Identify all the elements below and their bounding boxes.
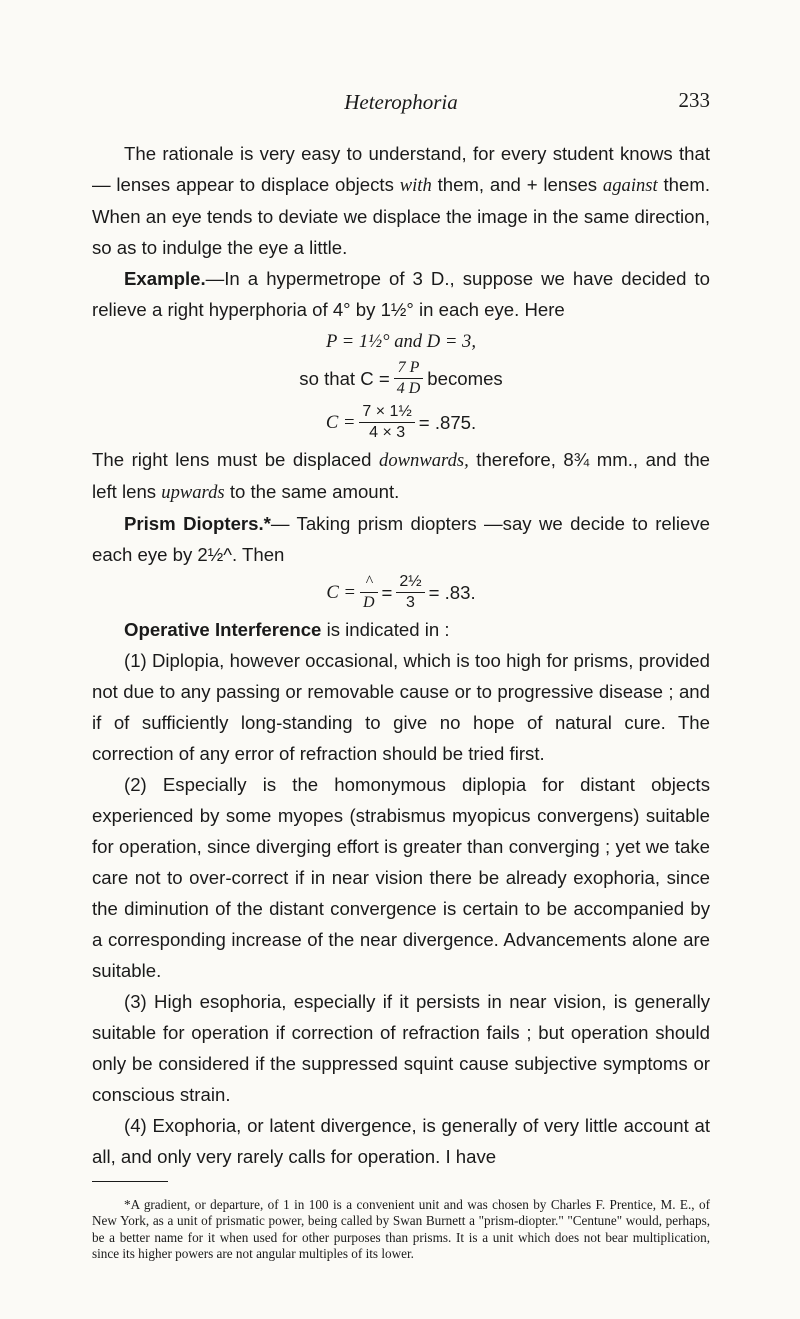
- text-span: them, and + lenses: [437, 174, 598, 195]
- text-span: therefore, 8¾ mm., and the left lens: [92, 449, 711, 502]
- paragraph-example: [92, 263, 710, 325]
- text-span: — Taking prism diopters —say we decide to relieve each eye by 2½^. Then: [92, 513, 710, 565]
- list-item-exophoria: (4) Exophoria, or latent divergence, is generally of very little account at all, and only very rarely calls for operation. I have: [92, 1115, 710, 1167]
- body-text: [92, 138, 710, 1172]
- fraction-numerator: 7 P: [397, 358, 420, 376]
- fraction-numerator: 7 × 1½: [362, 402, 412, 420]
- fraction: [360, 572, 378, 613]
- emphasis-with: with: [399, 175, 432, 196]
- paragraph-rationale: [92, 138, 710, 263]
- page-number: 233: [678, 88, 710, 112]
- equation-prefix: C =: [325, 411, 356, 433]
- text-span: —In a hypermetrope of 3 D., suppose we have decided to relieve a right hyperphoria of 4° by 1½° in each eye. Here: [92, 268, 710, 320]
- equation-prefix: C =: [326, 581, 356, 603]
- list-item-diplopia: (1) Diplopia, however occasional, which is too high for prisms, provided not due to any passing or removable cause or to progressive disease ; and if of sufficiently long-standing to give no hope of natural cure. The correction of any error of refraction should be tried first.: [92, 650, 710, 764]
- fraction: [359, 402, 414, 443]
- list-item-homonymous-diplopia: (2) Especially is the homonymous diplopia for distant objects experienced by some myopes (strabismus myopicus convergens) suitable for operation, since diverging effort is greater than converging ; yet we take care not to over-correct if in near vision there be already exophoria, since the diminution of the distant convergence is certain to be accompanied by a corresponding increase of the near divergence. Advancements alone are suitable.: [92, 774, 710, 981]
- fraction-denominator: 4 × 3: [359, 422, 414, 443]
- equation-prefix: so that C =: [299, 367, 390, 389]
- emphasis-downwards: downwards,: [379, 450, 469, 471]
- emphasis-upwards: upwards: [161, 482, 225, 503]
- fraction-numerator: 2½: [399, 572, 422, 590]
- fraction-denominator: 4 D: [394, 378, 424, 399]
- text-span: them. When an eye tends to deviate we displace the image in the same direction, so as to indulge the eye a little.: [92, 174, 711, 258]
- running-title: Heterophoria: [344, 90, 458, 114]
- text-span: to the same amount.: [229, 481, 400, 502]
- fraction: [396, 572, 424, 613]
- footnote-rule: [92, 1181, 168, 1182]
- equals-sign: =: [381, 581, 393, 603]
- equation-c-general: [92, 356, 710, 400]
- emphasis-against: against: [602, 175, 658, 196]
- operative-interference-heading: Operative Interference: [124, 619, 322, 640]
- equation-c-value: [92, 400, 710, 444]
- paragraph-prism-diopters: [92, 508, 710, 570]
- paragraph-operative-interference: [92, 614, 710, 645]
- footnote: *A gradient, or departure, of 1 in 100 is a convenient unit and was chosen by Charles F. Prentice, M. E., of New York, as a unit of prismatic power, being called by Swan Burnett a "prism-diopter." "Centune" would, perhaps, be a better name for it when used for other purposes than prisms. It is a unit which does not bear multiplication, since its higher powers are not angular multiples of its lower.: [92, 1197, 710, 1261]
- fraction-denominator: 3: [396, 592, 424, 613]
- prism-diopters-heading: Prism Diopters.*: [124, 513, 271, 534]
- equation-suffix: = .83.: [428, 581, 476, 603]
- text-span: The right lens must be displaced: [92, 449, 372, 470]
- list-item-esophoria: (3) High esophoria, especially if it persists in near vision, is generally suitable for operation if correction of refraction fails ; but operation should only be considered if the suppressed squint cause subjective symptoms or conscious strain.: [92, 991, 710, 1105]
- equation-text: P = 1½° and D = 3,: [326, 331, 476, 352]
- fraction-numerator: ^: [365, 572, 373, 590]
- equation-suffix: = .875.: [418, 411, 477, 433]
- equation-p-d: [92, 325, 710, 356]
- fraction-denominator: D: [360, 592, 378, 613]
- paragraph-displacement: [92, 444, 710, 508]
- equation-c-prism: [92, 570, 710, 614]
- equation-suffix: becomes: [427, 367, 503, 389]
- example-heading: Example.: [124, 268, 206, 289]
- running-head: [92, 88, 710, 122]
- text-span: The rationale is very easy to understand, for every student knows that — lenses appear to displace objects: [92, 143, 710, 195]
- fraction: [394, 358, 424, 399]
- text-span: is indicated in :: [326, 619, 450, 640]
